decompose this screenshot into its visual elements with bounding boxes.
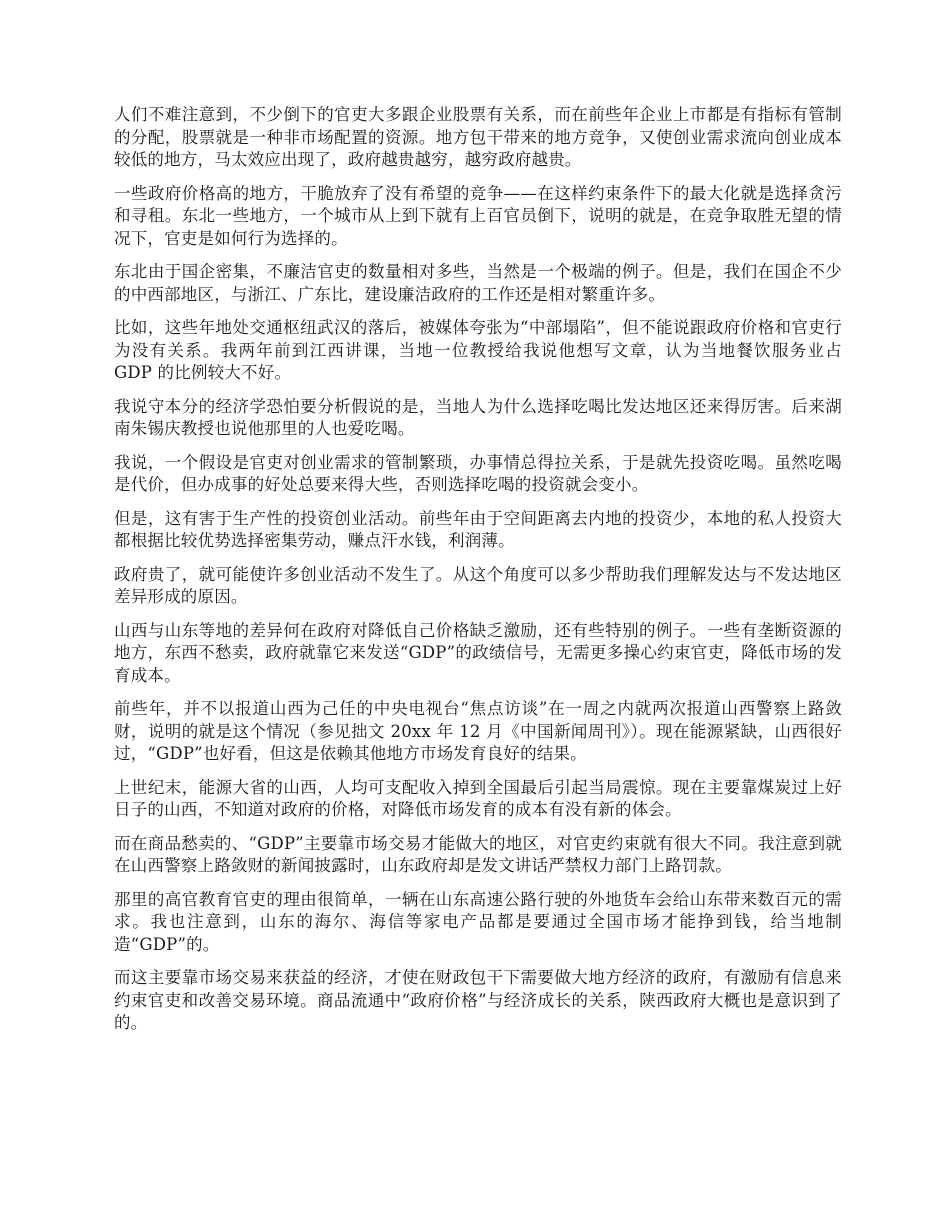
paragraph-10: 前些年，并不以报道山西为己任的中央电视台“焦点访谈”在一周之内就两次报道山西警察上路敛财，说明的就是这个情况（参见拙文 20xx 年 12 月《中国新闻周刊》）。现在能源紧缺，山西很好过，“GDP”也好看，但这是依赖其他地方市场发育良好的结果。 — [114, 699, 842, 763]
paragraph-4: 比如，这些年地处交通枢纽武汉的落后，被媒体夸张为“中部塌陷”，但不能说跟政府价格和官吏行为没有关系。我两年前到江西讲课，当地一位教授给我说他想写文章，认为当地餐饮服务业占 GDP 的比例较大不好。 — [114, 318, 842, 382]
paragraph-8: 政府贵了，就可能使许多创业活动不发生了。从这个角度可以多少帮助我们理解发达与不发达地区差异形成的原因。 — [114, 564, 842, 606]
paragraph-2: 一些政府价格高的地方，干脆放弃了没有希望的竞争——在这样约束条件下的最大化就是选择贪污和寻租。东北一些地方，一个城市从上到下就有上百官员倒下，说明的就是，在竞争取胜无望的情况下，官吏是如何行为选择的。 — [114, 183, 842, 248]
document-body — [114, 104, 842, 1046]
paragraph-14: 而这主要靠市场交易来获益的经济，才使在财政包干下需要做大地方经济的政府，有激励有信息来约束官吏和改善交易环境。商品流通中“政府价格”与经济成长的关系，陕西政府大概也是意识到了的。 — [114, 968, 842, 1032]
paragraph-1: 人们不难注意到，不少倒下的官吏大多跟企业股票有关系，而在前些年企业上市都是有指标有管制的分配，股票就是一种非市场配置的资源。地方包干带来的地方竞争，又使创业需求流向创业成本较低的地方，马太效应出现了，政府越贵越穷，越穷政府越贵。 — [114, 105, 842, 169]
paragraph-6: 我说，一个假设是官吏对创业需求的管制繁琐，办事情总得拉关系，于是就先投资吃喝。虽然吃喝是代价，但办成事的好处总要来得大些，否则选择吃喝的投资就会变小。 — [114, 452, 842, 494]
paragraph-7: 但是，这有害于生产性的投资创业活动。前些年由于空间距离去内地的投资少，本地的私人投资大都根据比较优势选择密集劳动，赚点汗水钱，利润薄。 — [114, 508, 842, 550]
paragraph-5: 我说守本分的经济学恐怕要分析假说的是，当地人为什么选择吃喝比发达地区还来得厉害。后来湖南朱锡庆教授也说他那里的人也爱吃喝。 — [114, 396, 842, 438]
paragraph-3: 东北由于国企密集，不廉洁官吏的数量相对多些，当然是一个极端的例子。但是，我们在国企不少的中西部地区，与浙江、广东比，建设廉洁政府的工作还是相对繁重许多。 — [114, 262, 842, 304]
paragraph-13: 那里的高官教育官吏的理由很简单，一辆在山东高速公路行驶的外地货车会给山东带来数百元的需求。我也注意到，山东的海尔、海信等家电产品都是要通过全国市场才能挣到钱，给当地制造“GDP”的。 — [114, 889, 842, 954]
paragraph-9: 山西与山东等地的差异何在政府对降低自己价格缺乏激励，还有些特别的例子。一些有垄断资源的地方，东西不愁卖，政府就靠它来发送“GDP”的政绩信号，无需更多操心约束官吏，降低市场的发育成本。 — [114, 620, 842, 685]
paragraph-12: 而在商品愁卖的、“GDP”主要靠市场交易才能做大的地区，对官吏约束就有很大不同。我注意到就在山西警察上路敛财的新闻披露时，山东政府却是发文讲话严禁权力部门上路罚款。 — [114, 833, 842, 875]
paragraph-11: 上世纪末，能源大省的山西，人均可支配收入掉到全国最后引起当局震惊。现在主要靠煤炭过上好日子的山西，不知道对政府的价格，对降低市场发育的成本有没有新的体会。 — [114, 777, 842, 819]
